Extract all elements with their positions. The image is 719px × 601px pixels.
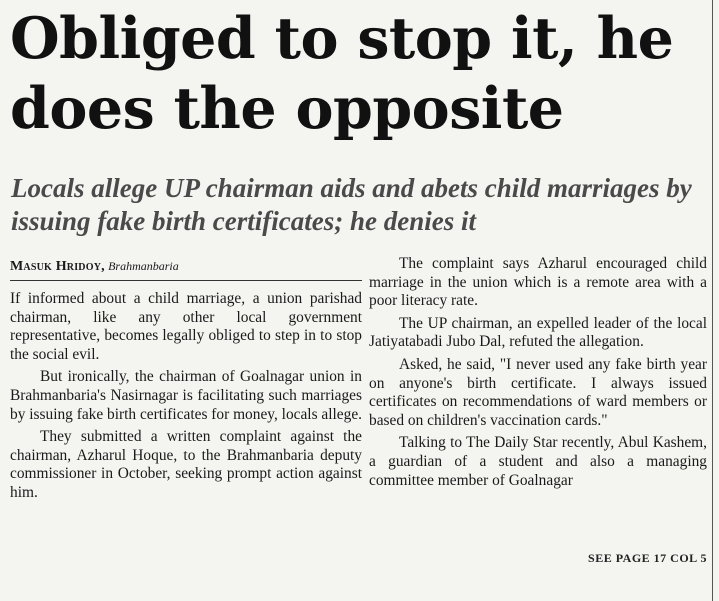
byline <box>10 258 362 281</box>
continuation-note: SEE PAGE 17 COL 5 <box>588 551 707 565</box>
paragraph: If informed about a child marriage, a union parishad chairman, like any other local government representative, becomes legally obliged to step in to stop the social evil. <box>10 290 362 363</box>
paragraph: The complaint says Azharul encouraged child marriage in the union which is a remote area with a poor literacy rate. <box>369 255 707 310</box>
paragraph: They submitted a written complaint against the chairman, Azharul Hoque, to the Brahmanbaria deputy commissioner in October, seeking prompt action against him. <box>10 428 362 501</box>
headline: Obliged to stop it, he does the opposite <box>10 5 674 142</box>
paragraph: But ironically, the chairman of Goalnagar union in Brahmanbaria's Nasirnagar is facilitating such marriages by issuing fake birth certificates for money, locals allege. <box>10 368 363 423</box>
byline-author: Masuk Hridoy, <box>10 259 105 274</box>
article-column-right <box>369 255 707 494</box>
column-rule <box>712 0 713 601</box>
paragraph: Talking to The Daily Star recently, Abul Kashem, a guardian of a student and also a managing committee member of Goalnagar <box>369 434 707 489</box>
paragraph: Asked, he said, "I never used any fake birth year on anyone's birth certificate. I always issued certificates on recommendations of ward members or based on children's vaccination cards." <box>369 355 707 429</box>
subheadline: Locals allege UP chairman aids and abets child marriages by issuing fake birth certificates; he denies it <box>11 173 692 236</box>
paragraph: The UP chairman, an expelled leader of the local Jatiyatabadi Jubo Dal, refuted the allegation. <box>369 314 707 351</box>
article-column-left <box>10 290 362 507</box>
byline-place: Brahmanbaria <box>108 259 179 273</box>
